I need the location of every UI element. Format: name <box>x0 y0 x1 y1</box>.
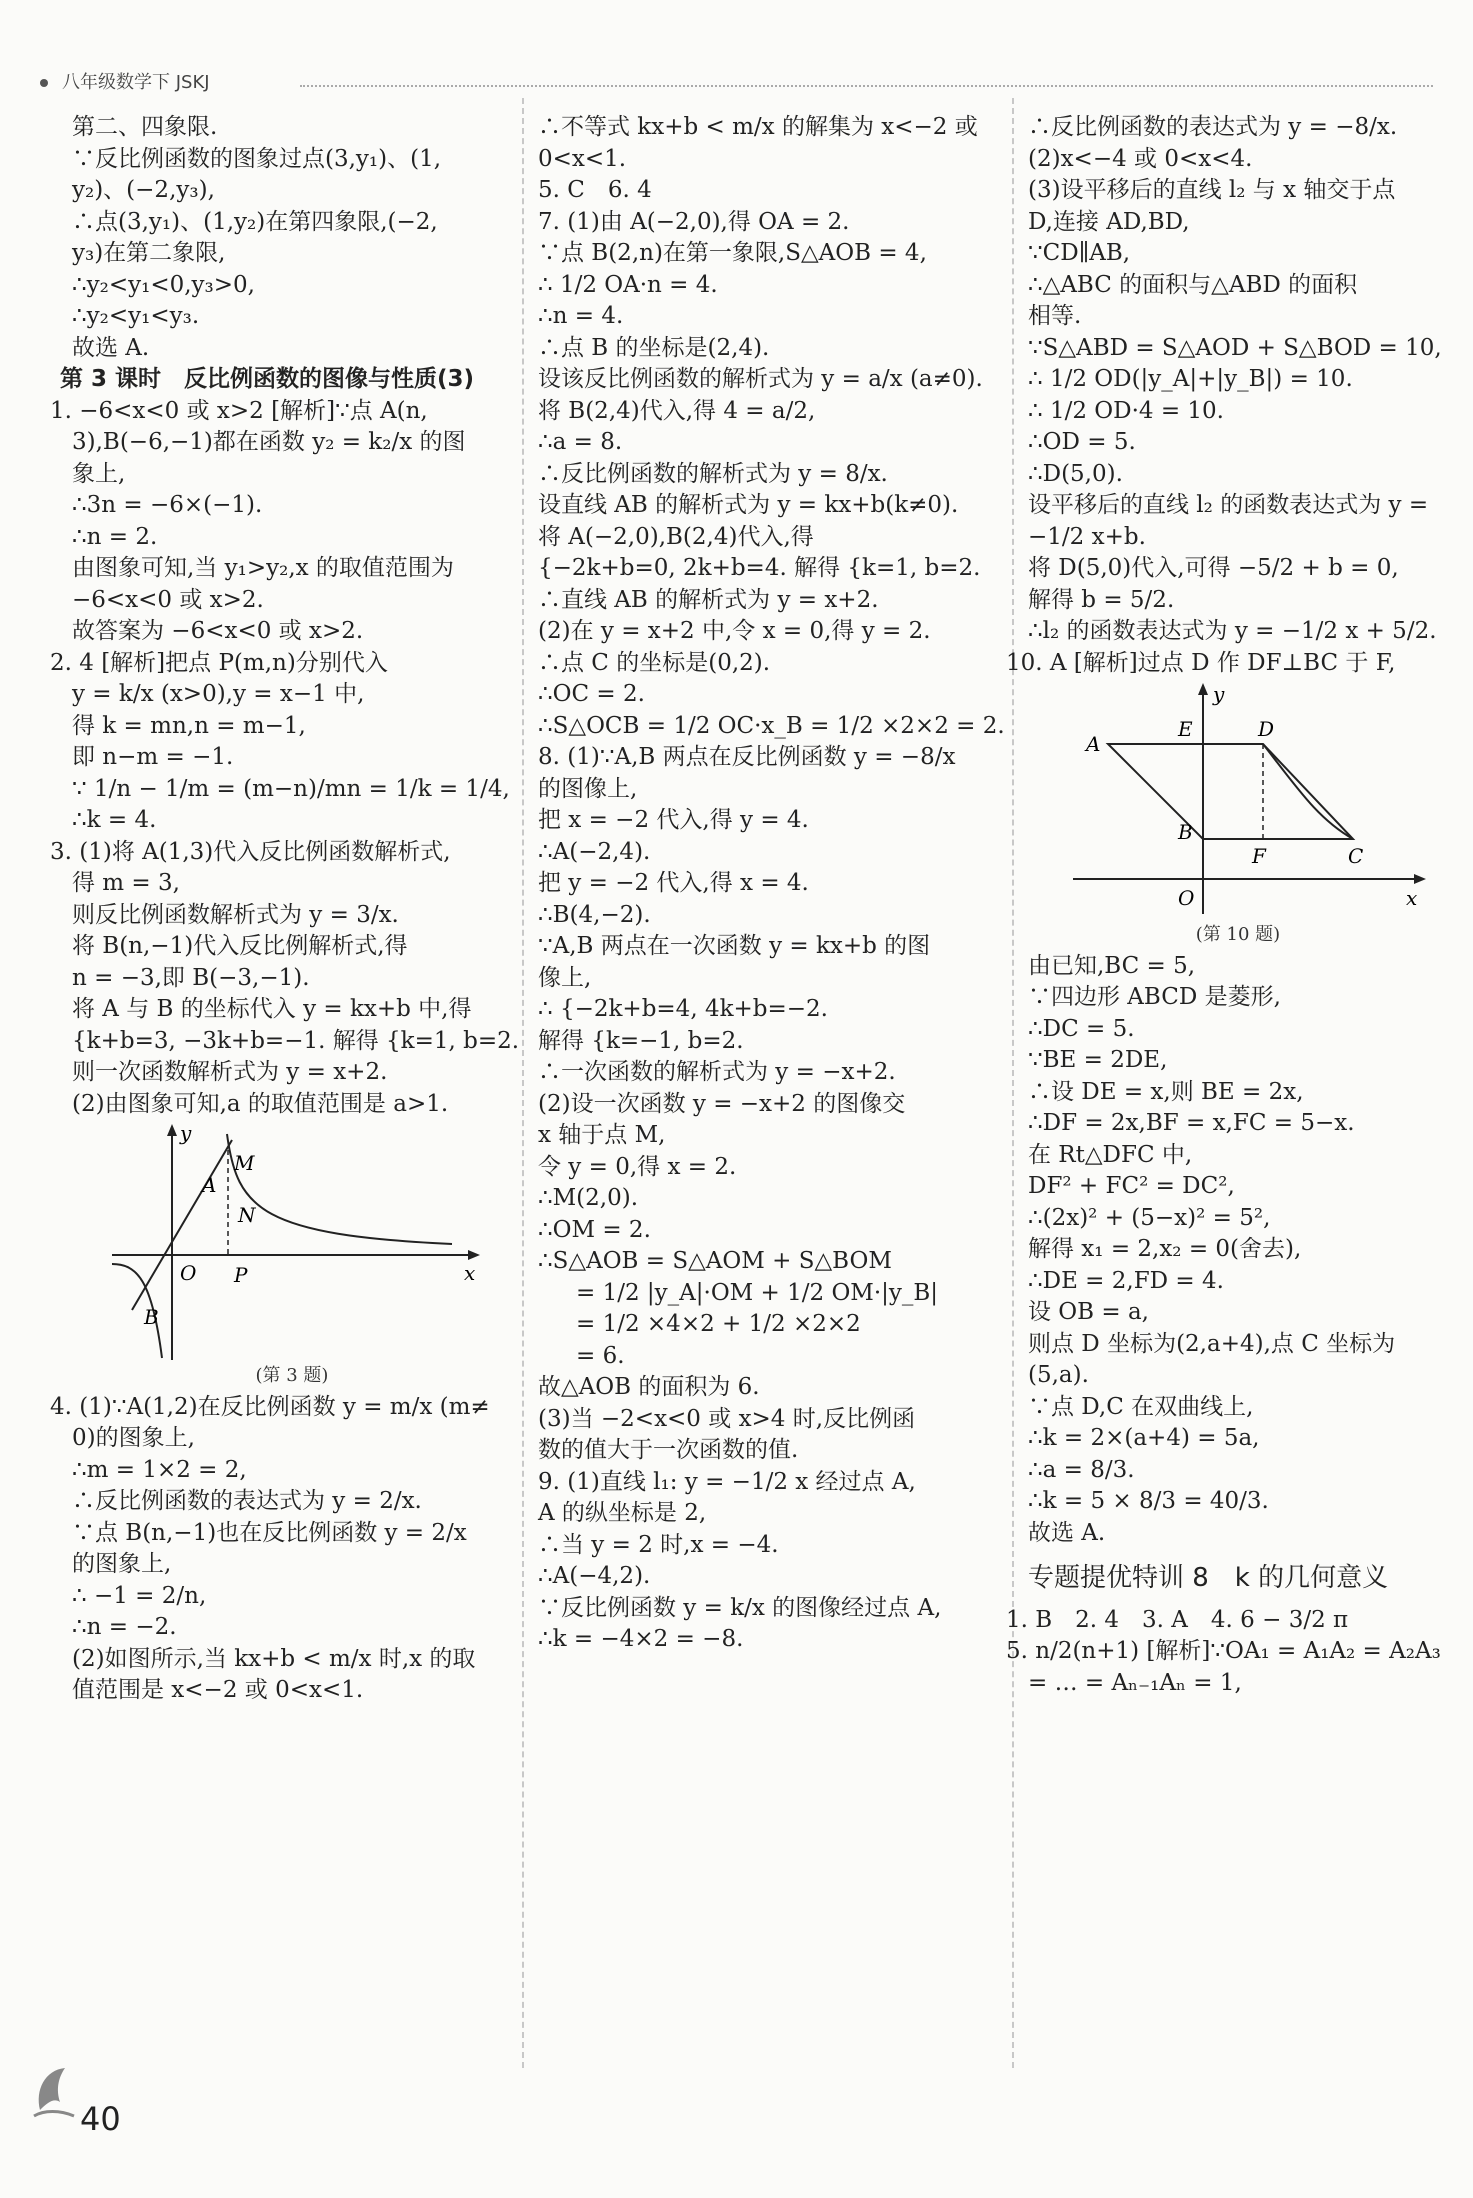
column-divider <box>522 98 524 2068</box>
text-line: A 的纵坐标是 2, <box>538 1500 707 1526</box>
column-1 <box>50 112 520 1707</box>
hyperbola-branch-right <box>227 1134 452 1244</box>
bullet-icon <box>40 79 48 87</box>
text-line: y = k/x (x>0),y = x−1 中, <box>72 681 365 707</box>
text-line: ∴B(4,−2). <box>538 901 651 928</box>
text-line: n = −3,即 B(−3,−1). <box>72 964 310 991</box>
text-line: 得 m = 3, <box>72 870 180 896</box>
text-line: −6<x<0 或 x>2. <box>72 586 264 613</box>
text-line: 4. (1)∵A(1,2)在反比例函数 y = m/x (m≠ <box>50 1393 490 1420</box>
text-line: ∵CD∥AB, <box>1028 240 1131 266</box>
text-line: 在 Rt△DFC 中, <box>1028 1141 1193 1168</box>
header-text: 八年级数学下 JSKJ <box>62 72 210 93</box>
label-a: A <box>1086 732 1101 756</box>
text-line: ∴m = 1×2 = 2, <box>72 1456 247 1483</box>
label-e: E <box>1178 717 1193 741</box>
column-3 <box>1006 112 1448 1699</box>
label-f: F <box>1252 844 1266 868</box>
text-line: ∴ 1/2 OD(|y_A|+|y_B|) = 10. <box>1028 366 1353 392</box>
text-line: = 1/2 ×4×2 + 1/2 ×2×2 <box>576 1311 861 1337</box>
text-line: ∴l₂ 的函数表达式为 y = −1/2 x + 5/2. <box>1028 618 1437 644</box>
text-line: 值范围是 x<−2 或 0<x<1. <box>72 1677 364 1703</box>
y-axis-arrow-icon <box>167 1124 177 1136</box>
text-line: 0)的图象上, <box>72 1425 195 1451</box>
text-line: 5. C 6. 4 <box>538 177 652 203</box>
text-line: ∴点(3,y₁)、(1,y₂)在第四象限,(−2, <box>72 208 438 235</box>
text-line: 故选 A. <box>1028 1519 1106 1546</box>
column-2 <box>538 112 1005 1656</box>
figure-3 <box>72 1120 512 1360</box>
text-line: ∴△ABC 的面积与△ABD 的面积 <box>1028 271 1358 298</box>
text-line: 将 D(5,0)代入,可得 −5/2 + b = 0, <box>1028 555 1399 581</box>
text-line: ∵点 D,C 在双曲线上, <box>1028 1393 1254 1420</box>
text-line: ∴ 1/2 OD·4 = 10. <box>1028 397 1224 424</box>
text-line: (5,a). <box>1028 1362 1089 1388</box>
text-line: ∵S△ABD = S△AOD + S△BOD = 10, <box>1028 334 1442 361</box>
text-line: ∴DE = 2,FD = 4. <box>1028 1267 1224 1294</box>
text-line: 故答案为 −6<x<0 或 x>2. <box>72 618 364 644</box>
text-line: 则点 D 坐标为(2,a+4),点 C 坐标为 <box>1028 1330 1396 1357</box>
text-line: ∴y₂<y₁<y₃. <box>72 303 200 329</box>
text-line: ∵反比例函数 y = k/x 的图像经过点 A, <box>538 1594 942 1621</box>
text-line: 设该反比例函数的解析式为 y = a/x (a≠0). <box>538 366 983 392</box>
text-line: ∵BE = 2DE, <box>1028 1047 1168 1073</box>
text-line: 把 x = −2 代入,得 y = 4. <box>538 807 809 833</box>
label-x: x <box>464 1261 476 1285</box>
text-line: ∴一次函数的解析式为 y = −x+2. <box>538 1059 896 1085</box>
text-line: 设 OB = a, <box>1028 1299 1149 1325</box>
text-line: ∴n = −2. <box>72 1614 177 1640</box>
figure-caption: (第 10 题) <box>1195 924 1281 945</box>
text-line: {k+b=3, −3k+b=−1. 解得 {k=1, b=2. <box>72 1027 520 1054</box>
label-a: A <box>202 1173 217 1197</box>
text-line: 2. 4 [解析]把点 P(m,n)分别代入 <box>50 649 388 676</box>
text-line: ∴当 y = 2 时,x = −4. <box>538 1531 779 1558</box>
text-line: ∴D(5,0). <box>1028 460 1123 487</box>
text-line: 1. B 2. 4 3. A 4. 6 − 3/2 π <box>1006 1606 1349 1633</box>
text-line: 像上, <box>538 964 592 991</box>
text-line: ∴M(2,0). <box>538 1185 639 1211</box>
column-divider <box>1012 98 1014 2068</box>
text-line: 解得 {k=−1, b=2. <box>538 1027 744 1054</box>
text-line: 解得 b = 5/2. <box>1028 586 1175 613</box>
text-line: (3)设平移后的直线 l₂ 与 x 轴交于点 <box>1028 177 1396 203</box>
text-line: ∵点 B(n,−1)也在反比例函数 y = 2/x <box>72 1519 467 1546</box>
text-line: ∵四边形 ABCD 是菱形, <box>1028 984 1281 1010</box>
label-p: P <box>234 1263 248 1287</box>
text-line: ∴a = 8/3. <box>1028 1456 1135 1483</box>
figure-10 <box>1028 679 1428 919</box>
text-line: 1. −6<x<0 或 x>2 [解析]∵点 A(n, <box>50 397 428 424</box>
figure-caption: (第 3 题) <box>255 1365 329 1386</box>
text-line: ∵ 1/n − 1/m = (m−n)/mn = 1/k = 1/4, <box>72 775 510 802</box>
text-line: (2)x<−4 或 0<x<4. <box>1028 145 1253 172</box>
text-line: 相等. <box>1028 303 1082 329</box>
text-line: DF² + FC² = DC², <box>1028 1173 1235 1199</box>
text-line: ∴点 B 的坐标是(2,4). <box>538 334 770 361</box>
text-line: ∴不等式 kx+b < m/x 的解集为 x<−2 或 <box>538 114 978 140</box>
text-line: ∴A(−4,2). <box>538 1563 651 1589</box>
label-y: y <box>180 1121 192 1145</box>
text-line: ∴反比例函数的解析式为 y = 8/x. <box>538 460 888 487</box>
text-line: 10. A [解析]过点 D 作 DF⊥BC 于 F, <box>1006 649 1396 676</box>
text-line: 7. (1)由 A(−2,0),得 OA = 2. <box>538 208 850 235</box>
dolphin-icon <box>30 2060 80 2120</box>
page-number: 40 <box>80 2100 121 2138</box>
text-line: ∵A,B 两点在一次函数 y = kx+b 的图 <box>538 933 931 959</box>
text-line: 则一次函数解析式为 y = x+2. <box>72 1059 388 1085</box>
text-line: = … = Aₙ₋₁Aₙ = 1, <box>1028 1669 1242 1696</box>
text-line: 设直线 AB 的解析式为 y = kx+b(k≠0). <box>538 492 959 518</box>
text-line: ∴DF = 2x,BF = x,FC = 5−x. <box>1028 1110 1355 1136</box>
text-line: ∴S△AOB = S△AOM + S△BOM <box>538 1248 892 1274</box>
text-line: 故△AOB 的面积为 6. <box>538 1374 760 1400</box>
text-line: 0<x<1. <box>538 145 627 172</box>
text-line: 即 n−m = −1. <box>72 744 234 770</box>
text-line: (2)在 y = x+2 中,令 x = 0,得 y = 2. <box>538 618 931 644</box>
text-line: ∴n = 4. <box>538 303 624 329</box>
text-line: 将 A 与 B 的坐标代入 y = kx+b 中,得 <box>72 996 472 1022</box>
text-line: ∴DC = 5. <box>1028 1015 1135 1042</box>
x-axis-arrow-icon <box>1414 874 1426 884</box>
text-line: ∴OC = 2. <box>538 681 645 707</box>
text-line: (2)设一次函数 y = −x+2 的图像交 <box>538 1090 906 1117</box>
text-line: ∴点 C 的坐标是(0,2). <box>538 649 771 676</box>
label-origin: O <box>180 1261 197 1285</box>
section-title: 第 3 课时 反比例函数的图像与性质(3) <box>60 366 475 392</box>
text-line: ∴k = −4×2 = −8. <box>538 1626 744 1652</box>
text-line: 9. (1)直线 l₁: y = −1/2 x 经过点 A, <box>538 1468 916 1495</box>
text-line: 将 B(2,4)代入,得 4 = a/2, <box>538 397 816 424</box>
text-line: D,连接 AD,BD, <box>1028 208 1190 235</box>
text-line: 第二、四象限. <box>72 114 218 140</box>
text-line: (2)如图所示,当 kx+b < m/x 时,x 的取 <box>72 1645 476 1672</box>
text-line: 将 A(−2,0),B(2,4)代入,得 <box>538 523 814 550</box>
text-line: 8. (1)∵A,B 两点在反比例函数 y = −8/x <box>538 744 956 770</box>
text-line: ∴设 DE = x,则 BE = 2x, <box>1028 1078 1304 1105</box>
text-line: = 1/2 |y_A|·OM + 1/2 OM·|y_B| <box>576 1279 939 1306</box>
text-line: {−2k+b=0, 2k+b=4. 解得 {k=1, b=2. <box>538 555 981 581</box>
label-b: B <box>144 1305 159 1329</box>
text-line: 由图象可知,当 y₁>y₂,x 的取值范围为 <box>72 555 454 581</box>
text-line: ∵反比例函数的图象过点(3,y₁)、(1, <box>72 145 442 172</box>
label-d: D <box>1258 717 1275 741</box>
text-line: ∴ {−2k+b=4, 4k+b=−2. <box>538 996 828 1022</box>
label-m: M <box>234 1151 255 1175</box>
text-line: y₂)、(−2,y₃), <box>72 177 215 203</box>
text-line: 由已知,BC = 5, <box>1028 952 1196 979</box>
rhombus-abcd <box>1108 744 1353 839</box>
text-line: 的图象上, <box>72 1551 172 1577</box>
label-c: C <box>1348 844 1364 868</box>
text-line: ∴k = 5 × 8/3 = 40/3. <box>1028 1488 1269 1514</box>
text-line: ∴n = 2. <box>72 523 158 550</box>
dolphin-logo <box>30 2060 80 2124</box>
x-axis-arrow-icon <box>468 1250 480 1260</box>
text-line: ∴反比例函数的表达式为 y = −8/x. <box>1028 114 1398 140</box>
text-line: 将 B(n,−1)代入反比例解析式,得 <box>72 933 408 959</box>
text-line: 故选 A. <box>72 334 150 361</box>
text-line: (2)由图象可知,a 的取值范围是 a>1. <box>72 1090 449 1117</box>
text-line: 解得 x₁ = 2,x₂ = 0(舍去), <box>1028 1236 1302 1262</box>
topic-title: 专题提优特训 8 k 的几何意义 <box>1028 1563 1389 1593</box>
text-line: 的图像上, <box>538 775 638 802</box>
text-line: ∴ −1 = 2/n, <box>72 1582 207 1609</box>
text-line: ∴S△OCB = 1/2 OC·x_B = 1/2 ×2×2 = 2. <box>538 712 1005 739</box>
text-line: = 6. <box>576 1342 625 1369</box>
label-n: N <box>238 1203 256 1227</box>
text-line: 3. (1)将 A(1,3)代入反比例函数解析式, <box>50 838 451 865</box>
label-b: B <box>1178 820 1193 844</box>
text-line: 3),B(−6,−1)都在函数 y₂ = k₂/x 的图 <box>72 429 466 455</box>
label-x: x <box>1406 886 1418 910</box>
text-line: ∴OM = 2. <box>538 1216 651 1243</box>
text-line: 得 k = mn,n = m−1, <box>72 712 306 739</box>
text-line: ∴y₂<y₁<0,y₃>0, <box>72 271 255 298</box>
text-line: (3)当 −2<x<0 或 x>4 时,反比例函 <box>538 1405 916 1432</box>
text-line: ∴3n = −6×(−1). <box>72 492 263 518</box>
header-rule <box>300 85 1433 87</box>
text-line: 5. n/2(n+1) [解析]∵OA₁ = A₁A₂ = A₂A₃ <box>1006 1638 1441 1664</box>
text-line: 把 y = −2 代入,得 x = 4. <box>538 870 809 896</box>
text-line: ∴A(−2,4). <box>538 838 651 865</box>
text-line: 设平移后的直线 l₂ 的函数表达式为 y = <box>1028 492 1429 518</box>
y-axis-arrow-icon <box>1198 683 1208 695</box>
text-line: 象上, <box>72 460 126 487</box>
text-line: ∴k = 2×(a+4) = 5a, <box>1028 1425 1260 1451</box>
label-y: y <box>1213 682 1225 706</box>
text-line: ∴反比例函数的表达式为 y = 2/x. <box>72 1488 422 1514</box>
text-line: ∴a = 8. <box>538 429 623 455</box>
text-line: ∴直线 AB 的解析式为 y = x+2. <box>538 586 879 613</box>
text-line: −1/2 x+b. <box>1028 523 1146 550</box>
text-line: ∴(2x)² + (5−x)² = 5², <box>1028 1204 1271 1231</box>
text-line: ∴k = 4. <box>72 807 157 833</box>
text-line: 则反比例函数解析式为 y = 3/x. <box>72 901 399 928</box>
text-line: y₃)在第二象限, <box>72 240 226 266</box>
text-line: 令 y = 0,得 x = 2. <box>538 1153 737 1180</box>
text-line: ∴ 1/2 OA·n = 4. <box>538 271 718 298</box>
text-line: x 轴于点 M, <box>538 1122 666 1148</box>
text-line: 数的值大于一次函数的值. <box>538 1437 799 1463</box>
label-origin: O <box>1178 886 1195 910</box>
text-line: ∵点 B(2,n)在第一象限,S△AOB = 4, <box>538 240 927 266</box>
text-line: ∴OD = 5. <box>1028 429 1136 455</box>
